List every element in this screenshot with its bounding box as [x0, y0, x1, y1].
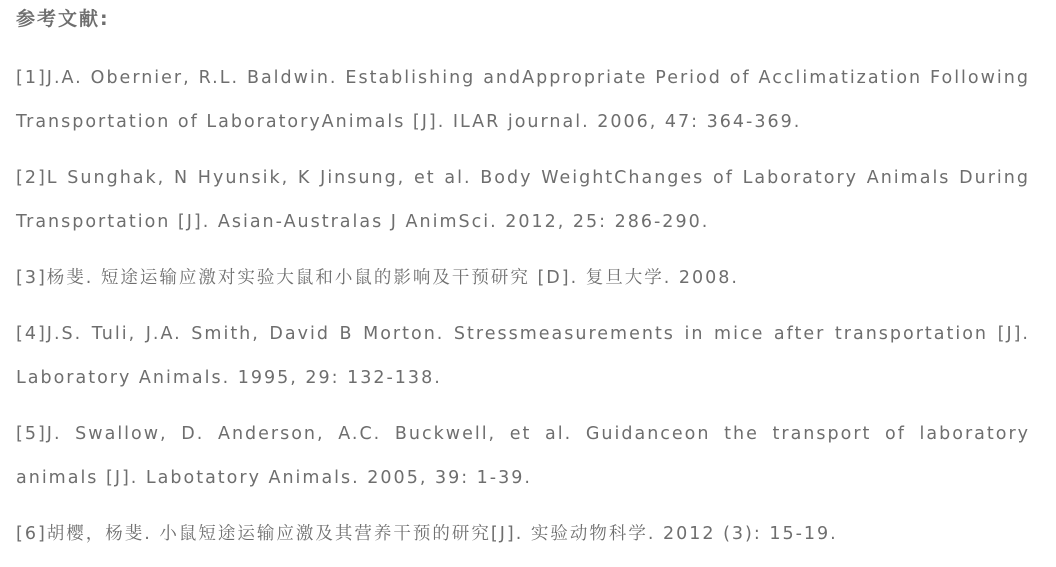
reference-item-5: [5]J. Swallow, D. Anderson, A.C. Buckwell, et al. Guidanceon the transport of laboratory animals [J]. Labotatory Animals. 2005, 39: 1-39. — [16, 424, 1030, 488]
reference-item-3: [3]杨斐. 短途运输应激对实验大鼠和小鼠的影响及干预研究 [D]. 复旦大学. 2008. — [16, 268, 739, 288]
reference-list — [16, 56, 1030, 556]
references-page — [16, 0, 1030, 556]
reference-item-1: [1]J.A. Obernier, R.L. Baldwin. Establishing andAppropriate Period of Acclimatization Following Transportation of LaboratoryAnimals [J]. ILAR journal. 2006, 47: 364-369. — [16, 68, 1030, 132]
references-heading: 参考文献: — [16, 8, 110, 30]
reference-item-2: [2]L Sunghak, N Hyunsik, K Jinsung, et al. Body WeightChanges of Laboratory Animals During Transportation [J]. Asian-Australas J AnimSci. 2012, 25: 286-290. — [16, 168, 1030, 232]
reference-item-6: [6]胡樱，杨斐. 小鼠短途运输应激及其营养干预的研究[J]. 实验动物科学. 2012 (3): 15-19. — [16, 524, 838, 544]
reference-item-4: [4]J.S. Tuli, J.A. Smith, David B Morton. Stressmeasurements in mice after transportation [J]. Laboratory Animals. 1995, 29: 132-138. — [16, 324, 1030, 388]
